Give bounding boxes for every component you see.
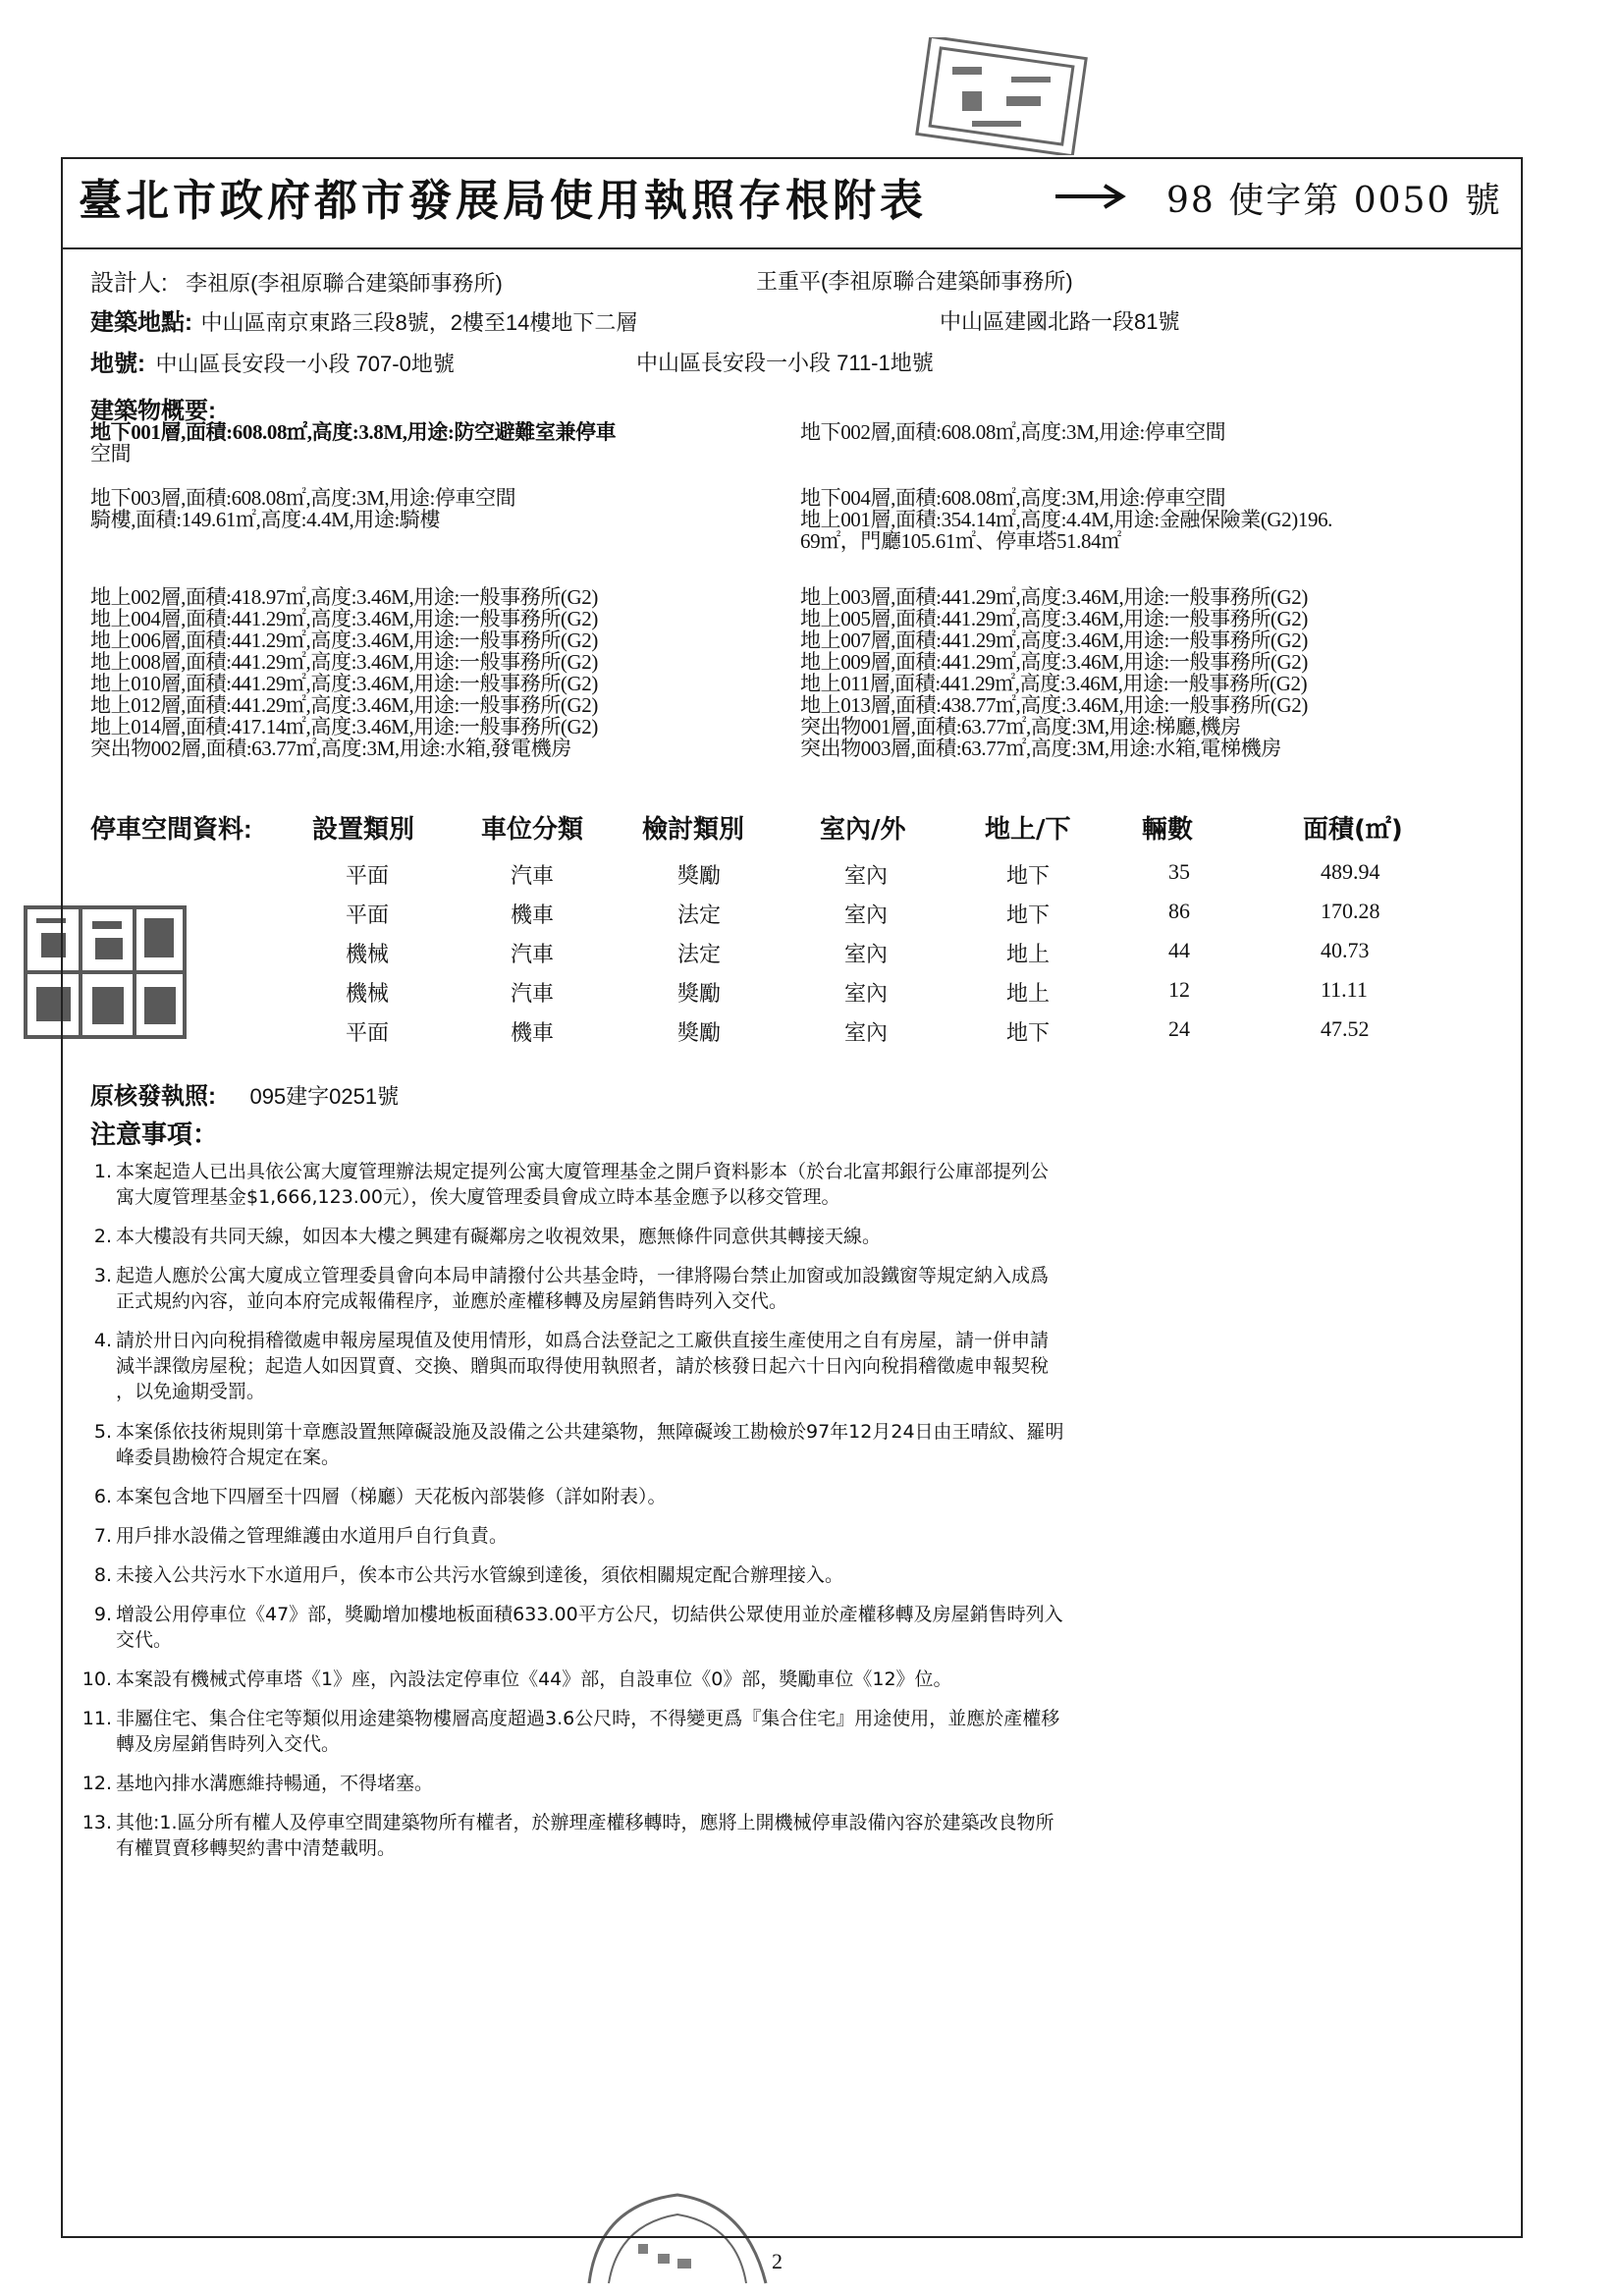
note-line: 本案起造人已出具依公寓大廈管理辦法規定提列公寓大廈管理基金之開戶資料影本（於台北富邦銀行公庫部提列公 [116, 1161, 1050, 1182]
overview-line: 地上007層,面積:441.29㎡,高度:3.46M,用途:一般事務所(G2) [800, 629, 1308, 652]
note-item [93, 1602, 1510, 1653]
lot-label: 地號: [90, 351, 145, 377]
parking-cell: 汽車 [511, 942, 555, 966]
note-number: 11. [81, 1708, 112, 1729]
designer-label: 設計人: [90, 270, 168, 297]
parking-cell: 室內 [844, 942, 889, 966]
original-permit-label: 原核發執照: [90, 1083, 216, 1110]
parking-cell: 機車 [511, 1020, 555, 1045]
overview-line: 地上001層,面積:354.14㎡,高度:4.4M,用途:金融保險業(G2)196. [800, 508, 1333, 531]
parking-header-cell: 輛數 [1142, 815, 1194, 845]
note-line: 其他:1.區分所有權人及停車空間建築物所有權者，於辦理產權移轉時，應將上開機械停車設備內容於建築改良物所 [116, 1812, 1054, 1833]
note-item [93, 1328, 1510, 1404]
overview-line: 地上011層,面積:441.29㎡,高度:3.46M,用途:一般事務所(G2) [800, 672, 1308, 695]
notes-label: 注意事項： [90, 1120, 219, 1149]
overview-line: 地下003層,面積:608.08㎡,高度:3M,用途:停車空間 [90, 486, 516, 510]
note-line: 請於卅日內向稅捐稽徵處申報房屋現值及使用情形，如爲合法登記之工廠供直接生產使用之自有房屋，請一併申請 [116, 1330, 1050, 1351]
parking-cell: 170.28 [1321, 899, 1380, 923]
overview-line: 地上008層,面積:441.29㎡,高度:3.46M,用途:一般事務所(G2) [90, 650, 598, 674]
note-line: 轉及房屋銷售時列入交代。 [116, 1733, 341, 1755]
note-line: 增設公用停車位《47》部，獎勵增加樓地板面積633.00平方公尺，切結供公眾使用並於產權移轉及房屋銷售時列入 [116, 1604, 1063, 1625]
note-item [81, 1810, 1510, 1861]
note-line: 交代。 [116, 1629, 173, 1651]
note-number: 9. [93, 1604, 112, 1625]
parking-header-cell: 設置類別 [312, 815, 415, 845]
arrow-mark [1055, 182, 1134, 211]
site-row [90, 302, 637, 337]
note-line: 有權買賣移轉契約書中清楚載明。 [116, 1837, 397, 1859]
parking-cell: 地上 [1006, 981, 1051, 1006]
note-item [93, 1224, 1510, 1249]
note-line: 本案設有機械式停車塔《1》座，內設法定停車位《44》部，自設車位《0》部，獎勵車位《12》位。 [116, 1668, 952, 1690]
parking-cell: 平面 [346, 863, 390, 888]
note-number: 3. [93, 1265, 112, 1286]
parking-cell: 24 [1168, 1016, 1190, 1041]
overview-line: 突出物002層,面積:63.77㎡,高度:3M,用途:水箱,發電機房 [90, 737, 571, 760]
note-item [93, 1263, 1510, 1314]
parking-cell: 40.73 [1321, 938, 1370, 962]
page-mark: 2 [772, 2249, 783, 2273]
note-number: 5. [93, 1421, 112, 1443]
overview-line: 地上003層,面積:441.29㎡,高度:3.46M,用途:一般事務所(G2) [800, 585, 1308, 609]
overview-line: 突出物003層,面積:63.77㎡,高度:3M,用途:水箱,電梯機房 [800, 737, 1281, 760]
parking-label: 停車空間資料: [90, 814, 252, 844]
parking-header-cell: 車位分類 [481, 815, 584, 845]
parking-cell: 室內 [844, 863, 889, 888]
overview-line: 地上009層,面積:441.29㎡,高度:3.46M,用途:一般事務所(G2) [800, 650, 1308, 674]
parking-header-cell: 面積(㎡) [1303, 815, 1403, 845]
parking-cell: 室內 [844, 981, 889, 1006]
parking-header-cell: 室內/外 [820, 815, 906, 845]
note-line: 基地內排水溝應維持暢通，不得堵塞。 [116, 1773, 434, 1794]
note-line: 峰委員勘檢符合規定在案。 [116, 1447, 341, 1468]
lot-number-1: 中山區長安段一小段 707-0地號 [155, 352, 455, 376]
parking-header-cell: 地上/下 [985, 815, 1071, 845]
note-item [93, 1484, 1510, 1509]
overview-line: 突出物001層,面積:63.77㎡,高度:3M,用途:梯廳,機房 [800, 715, 1241, 738]
parking-cell: 獎勵 [677, 863, 722, 888]
note-line: 非屬住宅、集合住宅等類似用途建築物樓層高度超過3.6公尺時，不得變更爲『集合住宅』用途使用，並應於產權移 [116, 1708, 1060, 1729]
note-line: 未接入公共污水下水道用戶，俟本市公共污水管線到達後，須依相關規定配合辦理接入。 [116, 1564, 844, 1586]
overview-line: 69㎡，門廳105.61㎡、停車塔51.84㎡ [800, 529, 1121, 553]
overview-line: 地上013層,面積:438.77㎡,高度:3.46M,用途:一般事務所(G2) [800, 693, 1308, 717]
note-line: ，以免逾期受罰。 [116, 1381, 266, 1402]
parking-cell: 平面 [346, 902, 390, 927]
overview-line: 空間 [90, 442, 132, 465]
note-line: 本大樓設有共同天線，如因本大樓之興建有礙鄰房之收視效果，應無條件同意供其轉接天線。 [116, 1226, 882, 1247]
designer-name-2: 王重平(李祖原聯合建築師事務所) [756, 269, 1073, 294]
overview-line: 地下002層,面積:608.08㎡,高度:3M,用途:停車空間 [800, 420, 1226, 444]
parking-cell: 地下 [1006, 863, 1051, 888]
note-number: 7. [93, 1525, 112, 1547]
note-line: 起造人應於公寓大廈成立管理委員會向本局申請撥付公共基金時，一律將陽台禁止加窗或加設鐵窗等規定納入成爲 [116, 1265, 1050, 1286]
note-item [81, 1706, 1510, 1757]
site-label: 建築地點: [90, 309, 192, 336]
note-item [93, 1562, 1510, 1588]
parking-cell: 機械 [346, 981, 390, 1006]
parking-cell: 44 [1168, 938, 1190, 962]
overview-line: 地上002層,面積:418.97㎡,高度:3.46M,用途:一般事務所(G2) [90, 585, 598, 609]
note-item [93, 1159, 1510, 1210]
overview-line: 騎樓,面積:149.61㎡,高度:4.4M,用途:騎樓 [90, 508, 441, 531]
original-permit-value: 095建字0251號 [249, 1084, 400, 1109]
parking-header-cell: 檢討類別 [642, 815, 745, 845]
note-line: 正式規約內容，並向本府完成報備程序，並應於產權移轉及房屋銷售時列入交代。 [116, 1290, 788, 1312]
parking-cell: 機車 [511, 902, 555, 927]
note-item [81, 1667, 1510, 1692]
site-address-1: 中山區南京東路三段8號，2樓至14樓地下二層 [200, 310, 638, 335]
parking-cell: 汽車 [511, 981, 555, 1006]
note-item [81, 1771, 1510, 1796]
note-number: 6. [93, 1486, 112, 1507]
title-divider [61, 247, 1523, 249]
note-number: 1. [93, 1161, 112, 1182]
parking-cell: 11.11 [1321, 977, 1368, 1002]
overview-line: 地上014層,面積:417.14㎡,高度:3.46M,用途:一般事務所(G2) [90, 715, 598, 738]
overview-line: 地上005層,面積:441.29㎡,高度:3.46M,用途:一般事務所(G2) [800, 607, 1308, 630]
parking-cell: 室內 [844, 1020, 889, 1045]
parking-cell: 86 [1168, 899, 1190, 923]
note-item [93, 1523, 1510, 1549]
overview-line: 地下004層,面積:608.08㎡,高度:3M,用途:停車空間 [800, 486, 1226, 510]
note-number: 2. [93, 1226, 112, 1247]
note-number: 12. [81, 1773, 112, 1794]
parking-cell: 489.94 [1321, 859, 1380, 884]
lot-number-2: 中山區長安段一小段 711-1地號 [636, 351, 934, 375]
parking-cell: 35 [1168, 859, 1190, 884]
parking-cell: 12 [1168, 977, 1190, 1002]
parking-cell: 地下 [1006, 902, 1051, 927]
overview-line: 地上012層,面積:441.29㎡,高度:3.46M,用途:一般事務所(G2) [90, 693, 598, 717]
designer-name-1: 李祖原(李祖原聯合建築師事務所) [186, 271, 503, 296]
note-number: 13. [81, 1812, 112, 1833]
parking-cell: 地下 [1006, 1020, 1051, 1045]
original-permit-row [90, 1076, 399, 1111]
parking-cell: 地上 [1006, 942, 1051, 966]
lot-row [90, 344, 455, 378]
parking-cell: 獎勵 [677, 1020, 722, 1045]
designer-row [90, 263, 503, 298]
overview-line: 地上006層,面積:441.29㎡,高度:3.46M,用途:一般事務所(G2) [90, 629, 598, 652]
permit-number: 98 使字第 0050 號 [1166, 181, 1502, 221]
overview-line: 地上010層,面積:441.29㎡,高度:3.46M,用途:一般事務所(G2) [90, 672, 598, 695]
note-number: 10. [81, 1668, 112, 1690]
site-address-2: 中山區建國北路一段81號 [940, 309, 1180, 334]
note-line: 本案包含地下四層至十四層（梯廳）天花板內部裝修（詳如附表）。 [116, 1486, 667, 1507]
top-seal-stamp [913, 37, 1090, 155]
parking-cell: 獎勵 [677, 981, 722, 1006]
parking-cell: 法定 [677, 902, 722, 927]
overview-label: 建築物概要: [90, 398, 216, 424]
parking-cell: 法定 [677, 942, 722, 966]
parking-cell: 平面 [346, 1020, 390, 1045]
note-item [93, 1419, 1510, 1470]
note-line: 用戶排水設備之管理維護由水道用戶自行負責。 [116, 1525, 509, 1547]
note-number: 8. [93, 1564, 112, 1586]
note-line: 減半課徵房屋稅；起造人如因買賣、交換、贈與而取得使用執照者，請於核發日起六十日內向稅捐稽徵處申報契稅 [116, 1355, 1050, 1377]
parking-cell: 室內 [844, 902, 889, 927]
note-line: 本案係依技術規則第十章應設置無障礙設施及設備之公共建築物，無障礙竣工勘檢於97年12月24日由王晴紋、羅明 [116, 1421, 1064, 1443]
overview-line: 地下001層,面積:608.08㎡,高度:3.8M,用途:防空避難室兼停車 [90, 420, 617, 444]
overview-line: 地上004層,面積:441.29㎡,高度:3.46M,用途:一般事務所(G2) [90, 607, 598, 630]
parking-cell: 47.52 [1321, 1016, 1370, 1041]
document-title: 臺北市政府都市發展局使用執照存根附表 [79, 176, 927, 226]
note-number: 4. [93, 1330, 112, 1351]
note-line: 寓大廈管理基金$1,666,123.00元），俟大廈管理委員會成立時本基金應予以移交管理。 [116, 1186, 840, 1208]
parking-cell: 機械 [346, 942, 390, 966]
parking-cell: 汽車 [511, 863, 555, 888]
